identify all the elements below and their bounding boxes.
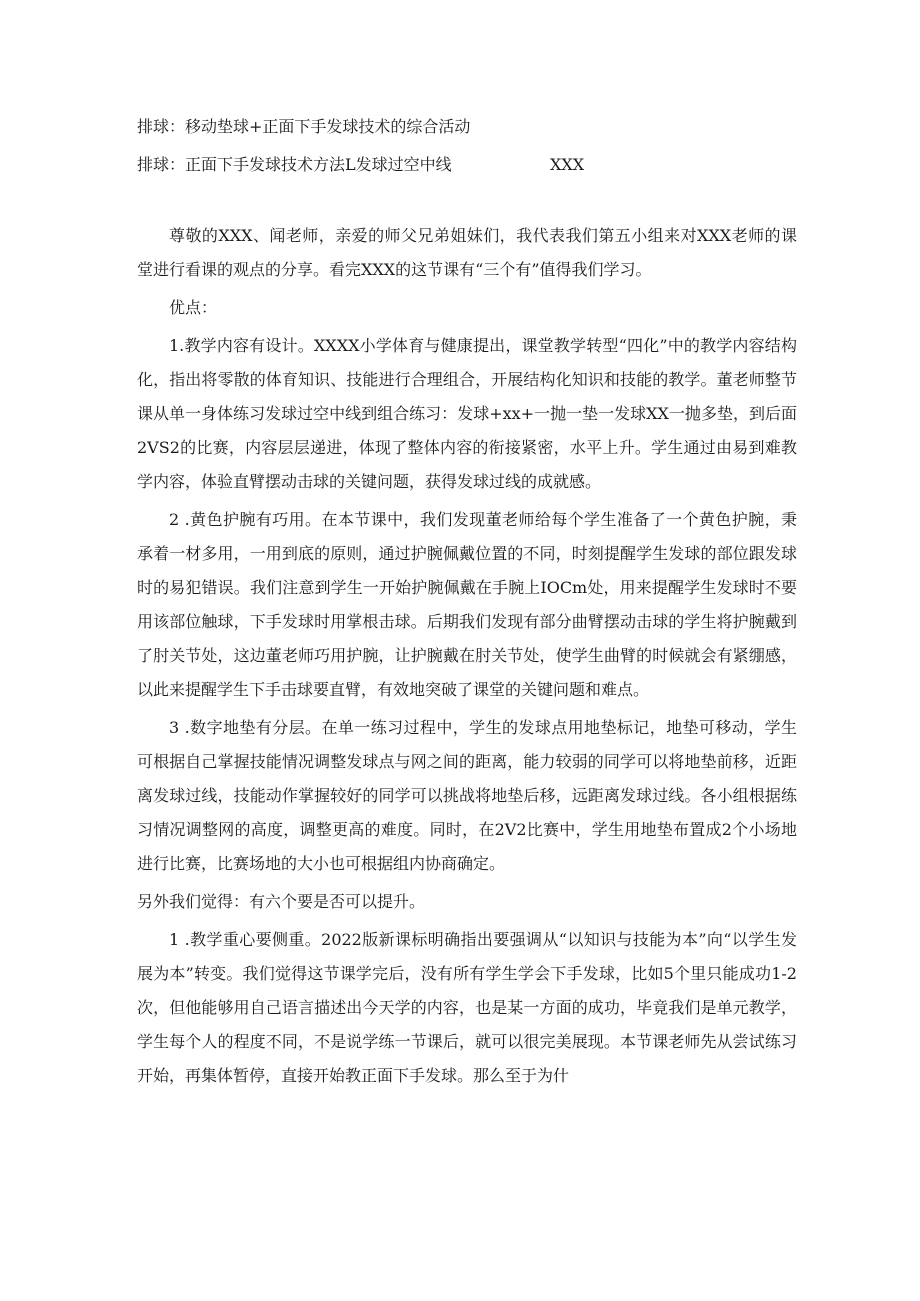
improvement-paragraph-1: 1 .教学重心要侧重。2022版新课标明确指出要强调从“以知识与技能为本”向“以学生发展为本”转变。我们觉得这节课学完后，没有所有学生学会下手发球，比如5个里只能成功1-2次，但他能够用自己语言描述出今天学的内容，也是某一方面的成功，毕竟我们是单元教学，学生每个人的程度不同，不是说学练一节课后，就可以很完美展现。本节课老师先从尝试练习开始，再集体暂停，直接开始教正面下手发球。那么至于为什 xyxy=(137,930,797,1085)
intro-paragraph: 尊敬的XXX、闻老师，亲爱的师父兄弟姐妹们，我代表我们第五小组来对XXX老师的课堂进行看课的观点的分享。看完XXX的这节课有“三个有”值得我们学习。 xyxy=(137,226,797,279)
lesson-title-2-text: 排球：正面下手发球技术方法L发球过空中线 xyxy=(137,155,452,174)
strength-paragraph-2: 2 .黄色护腕有巧用。在本节课中，我们发现董老师给每个学生准备了一个黄色护腕，秉承着一材多用，一用到底的原则，通过护腕佩戴位置的不同，时刻提醒学生发球的部位跟发球时的易犯错误。我们注意到学生一开始护腕佩戴在手腕上IOCm处，用来提醒学生发球时不要用该部位触球，下手发球时用掌根击球。后期我们发现有部分曲臂摆动击球的学生将护腕戴到了肘关节处，这边董老师巧用护腕，让护腕戴在肘关节处，使学生曲臂的时候就会有紧绷感，以此来提醒学生下手击球要直臂，有效地突破了课堂的关键问题和难点。 xyxy=(137,510,797,699)
strength-paragraph-1: 1.教学内容有设计。XXXX小学体育与健康提出，课堂教学转型“四化”中的教学内容结构化，指出将零散的体育知识、技能进行合理组合，开展结构化知识和技能的教学。董老师整节课从单一身体练习发球过空中线到组合练习：发球+xx+一抛一垫一发球XX一抛多垫，到后面2VS2的比赛，内容层层递进，体现了整体内容的衔接紧密，水平上升。学生通过由易到难教学内容，体验直臂摆动击球的关键问题，获得发球过线的成就感。 xyxy=(137,336,797,491)
document-body xyxy=(137,219,797,1097)
lesson-author: XXX xyxy=(550,155,585,174)
improvements-heading: 另外我们觉得：有六个要是否可以提升。 xyxy=(137,892,426,911)
strengths-heading: 优点： xyxy=(169,298,218,317)
strength-paragraph-3: 3 .数字地垫有分层。在单一练习过程中，学生的发球点用地垫标记，地垫可移动，学生可根据自己掌握技能情况调整发球点与网之间的距离，能力较弱的同学可以将地垫前移，近距离发球过线，技能动作掌握较好的同学可以挑战将地垫后移，远距离发球过线。各小组根据练习情况调整网的高度，调整更高的难度。同时，在2V2比赛中，学生用地垫布置成2个小场地进行比赛，比赛场地的大小也可根据组内协商确定。 xyxy=(137,718,797,873)
lesson-title-2 xyxy=(137,154,585,176)
lesson-title-1: 排球：移动垫球+正面下手发球技术的综合活动 xyxy=(137,117,471,136)
